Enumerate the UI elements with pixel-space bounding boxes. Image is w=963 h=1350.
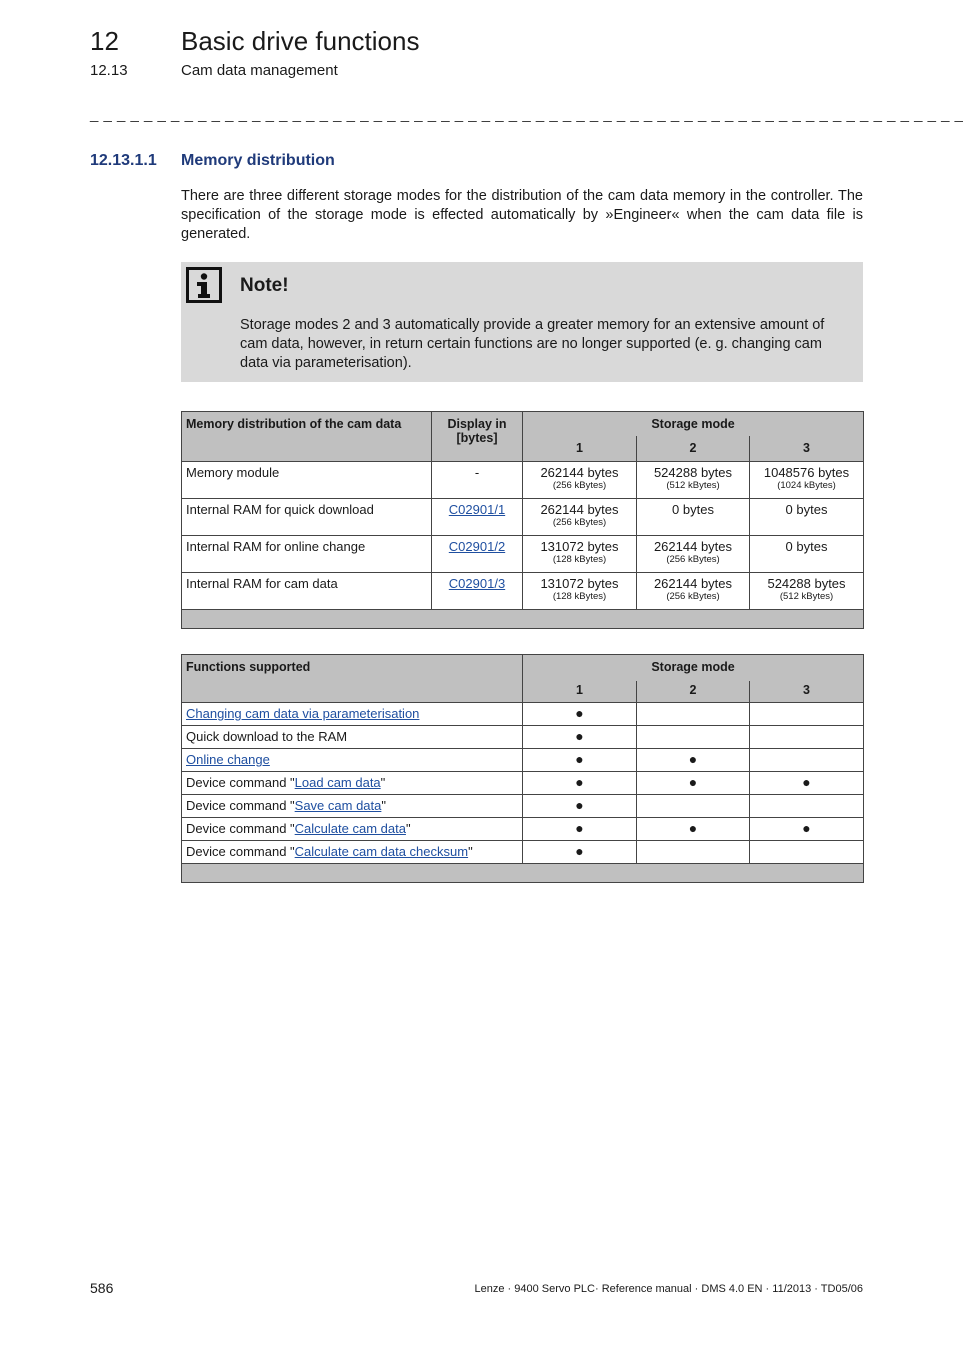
storage-mode-1-support xyxy=(523,703,637,726)
function-label xyxy=(182,818,523,841)
bytes-value: 131072 bytes xyxy=(540,539,619,554)
table-row xyxy=(182,841,864,864)
function-link[interactable]: Changing cam data via parameterisation xyxy=(186,706,420,721)
storage-mode-1-value xyxy=(523,573,637,610)
bytes-value: 262144 bytes xyxy=(540,465,619,480)
parameter-link[interactable]: C02901/1 xyxy=(448,502,506,517)
bytes-value: 0 bytes xyxy=(785,539,828,554)
kbytes-value: (256 kBytes) xyxy=(666,554,720,565)
function-link[interactable]: Save cam data xyxy=(294,798,382,813)
kbytes-value: (128 kBytes) xyxy=(552,554,607,565)
function-suffix: " xyxy=(381,798,386,813)
kbytes-value: (128 kBytes) xyxy=(552,591,607,602)
note-body: Storage modes 2 and 3 automatically provide a greater memory for an extensive amount of cam data, however, in return certain functions are no longer supported (e. g. changing cam data via parameterisation). xyxy=(240,317,825,371)
supported-dot: ● xyxy=(575,797,584,813)
function-text: Quick download to the RAM xyxy=(186,729,348,744)
intro-paragraph: There are three different storage modes for the distribution of the cam data memory in the controller. The specification of the storage mode is effected automatically by »Engineer« when the cam data file is generated. xyxy=(181,188,863,242)
info-icon xyxy=(186,267,222,303)
table-header-mode-1: 1 xyxy=(523,681,637,703)
storage-mode-3-value xyxy=(750,462,864,499)
table-row xyxy=(182,726,864,749)
storage-mode-1-support xyxy=(523,749,637,772)
table-row xyxy=(182,573,864,610)
table-header-mode-2: 2 xyxy=(637,436,750,462)
storage-mode-2-support xyxy=(637,726,750,749)
table-row xyxy=(182,795,864,818)
display-value: - xyxy=(474,465,480,480)
row-label: Internal RAM for quick download xyxy=(182,499,432,536)
kbytes-value: (256 kBytes) xyxy=(552,517,607,528)
section-title: Cam data management xyxy=(181,62,338,79)
storage-mode-3-support xyxy=(750,749,864,772)
storage-mode-1-value xyxy=(523,499,637,536)
table-footer-bar xyxy=(182,610,864,629)
supported-dot: ● xyxy=(575,843,584,859)
supported-dot: ● xyxy=(575,774,584,790)
table-row xyxy=(182,499,864,536)
footer-text: Lenze · 9400 Servo PLC· Reference manual · DMS 4.0 EN · 11/2013 · TD05/06 xyxy=(474,1283,863,1295)
storage-mode-1-support xyxy=(523,841,637,864)
bytes-value: 262144 bytes xyxy=(653,539,733,554)
kbytes-value: (512 kBytes) xyxy=(666,480,720,491)
table-header-storage-mode: Storage mode xyxy=(523,655,864,681)
chapter-number: 12 xyxy=(90,26,119,56)
storage-mode-1-support xyxy=(523,795,637,818)
bytes-value: 262144 bytes xyxy=(653,576,733,591)
function-label xyxy=(182,726,523,749)
parameter-link[interactable]: C02901/2 xyxy=(448,539,506,554)
table-header-mode-3: 3 xyxy=(750,436,864,462)
table-row xyxy=(182,749,864,772)
storage-mode-3-value xyxy=(750,536,864,573)
bytes-value: 131072 bytes xyxy=(540,576,619,591)
function-link[interactable]: Online change xyxy=(186,752,270,767)
storage-mode-2-value xyxy=(637,573,750,610)
function-prefix: Device command " xyxy=(186,798,295,813)
bytes-value: 524288 bytes xyxy=(767,576,846,591)
storage-mode-1-value xyxy=(523,536,637,573)
bytes-value: 1048576 bytes xyxy=(763,465,850,480)
function-label xyxy=(182,841,523,864)
storage-mode-3-support xyxy=(750,703,864,726)
storage-mode-2-value xyxy=(637,462,750,499)
table-row xyxy=(182,462,864,499)
function-suffix: " xyxy=(380,775,386,790)
storage-mode-3-support xyxy=(750,726,864,749)
storage-mode-1-support xyxy=(523,772,637,795)
table-row xyxy=(182,818,864,841)
supported-dot: ● xyxy=(575,820,584,836)
function-prefix: Device command " xyxy=(186,821,295,836)
storage-mode-3-support xyxy=(750,795,864,818)
table-row xyxy=(182,703,864,726)
storage-mode-2-support xyxy=(637,749,750,772)
storage-mode-2-value xyxy=(637,536,750,573)
function-label xyxy=(182,749,523,772)
table-header-mode-2: 2 xyxy=(637,681,750,703)
kbytes-value: (1024 kBytes) xyxy=(777,480,836,491)
row-label: Memory module xyxy=(182,462,432,499)
note-box xyxy=(181,262,863,382)
storage-mode-2-support xyxy=(637,772,750,795)
parameter-link[interactable]: C02901/3 xyxy=(448,576,506,591)
row-display xyxy=(432,573,523,610)
function-link[interactable]: Load cam data xyxy=(294,775,381,790)
row-label: Internal RAM for cam data xyxy=(182,573,432,610)
supported-dot: ● xyxy=(575,751,584,767)
storage-mode-2-value xyxy=(637,499,750,536)
function-suffix: " xyxy=(468,844,473,859)
page-number: 586 xyxy=(90,1280,114,1296)
storage-mode-3-support xyxy=(750,772,864,795)
table-row xyxy=(182,772,864,795)
storage-mode-2-support xyxy=(637,841,750,864)
storage-mode-1-value xyxy=(523,462,637,499)
function-link[interactable]: Calculate cam data checksum xyxy=(294,844,469,859)
supported-dot: ● xyxy=(575,728,584,744)
table-header-memory: Memory distribution of the cam data xyxy=(182,412,432,462)
supported-dot: ● xyxy=(575,705,584,721)
storage-mode-2-support xyxy=(637,818,750,841)
storage-mode-1-support xyxy=(523,818,637,841)
chapter-title: Basic drive functions xyxy=(181,26,420,56)
row-display xyxy=(432,499,523,536)
row-display xyxy=(432,462,523,499)
table-footer-bar xyxy=(182,864,864,883)
functions-supported-table xyxy=(181,654,864,883)
supported-dot: ● xyxy=(688,751,698,767)
function-label xyxy=(182,703,523,726)
table-header-display: Display in [bytes] xyxy=(432,412,523,462)
supported-dot: ● xyxy=(802,820,811,836)
kbytes-value: (256 kBytes) xyxy=(666,591,720,602)
supported-dot: ● xyxy=(688,820,698,836)
bytes-value: 0 bytes xyxy=(785,502,828,517)
supported-dot: ● xyxy=(802,774,811,790)
row-display xyxy=(432,536,523,573)
storage-mode-2-support xyxy=(637,795,750,818)
table-header-mode-3: 3 xyxy=(750,681,864,703)
note-title: Note! xyxy=(240,275,289,296)
function-label xyxy=(182,795,523,818)
storage-mode-3-value xyxy=(750,499,864,536)
function-suffix: " xyxy=(405,821,411,836)
function-prefix: Device command " xyxy=(186,844,295,859)
function-prefix: Device command " xyxy=(186,775,295,790)
function-label xyxy=(182,772,523,795)
bytes-value: 524288 bytes xyxy=(653,465,733,480)
subsection-number: 12.13.1.1 xyxy=(90,152,157,169)
memory-distribution-table xyxy=(181,411,864,629)
table-header-mode-1: 1 xyxy=(523,436,637,462)
kbytes-value: (256 kBytes) xyxy=(552,480,607,491)
section-number: 12.13 xyxy=(90,62,128,79)
kbytes-value: (512 kBytes) xyxy=(779,591,834,602)
bytes-value: 262144 bytes xyxy=(540,502,619,517)
function-link[interactable]: Calculate cam data xyxy=(294,821,406,836)
supported-dot: ● xyxy=(688,774,698,790)
subsection-title: Memory distribution xyxy=(181,152,335,169)
row-label: Internal RAM for online change xyxy=(182,536,432,573)
table-header-functions: Functions supported xyxy=(182,655,523,703)
bytes-value: 0 bytes xyxy=(672,502,714,517)
header-rule: _ _ _ _ _ _ _ _ _ _ _ _ _ _ _ _ _ _ _ _ _ _ _ _ _ _ _ _ _ _ _ _ _ _ _ _ _ _ _ _ _ _ _ _ _ _ _ _ _ _ _ _ _ _ _ _ _ _ _ _ _ _ _ _ _ xyxy=(90,106,963,123)
table-row xyxy=(182,536,864,573)
storage-mode-3-support xyxy=(750,818,864,841)
storage-mode-1-support xyxy=(523,726,637,749)
table-header-storage-mode: Storage mode xyxy=(523,412,864,436)
storage-mode-3-value xyxy=(750,573,864,610)
storage-mode-2-support xyxy=(637,703,750,726)
storage-mode-3-support xyxy=(750,841,864,864)
